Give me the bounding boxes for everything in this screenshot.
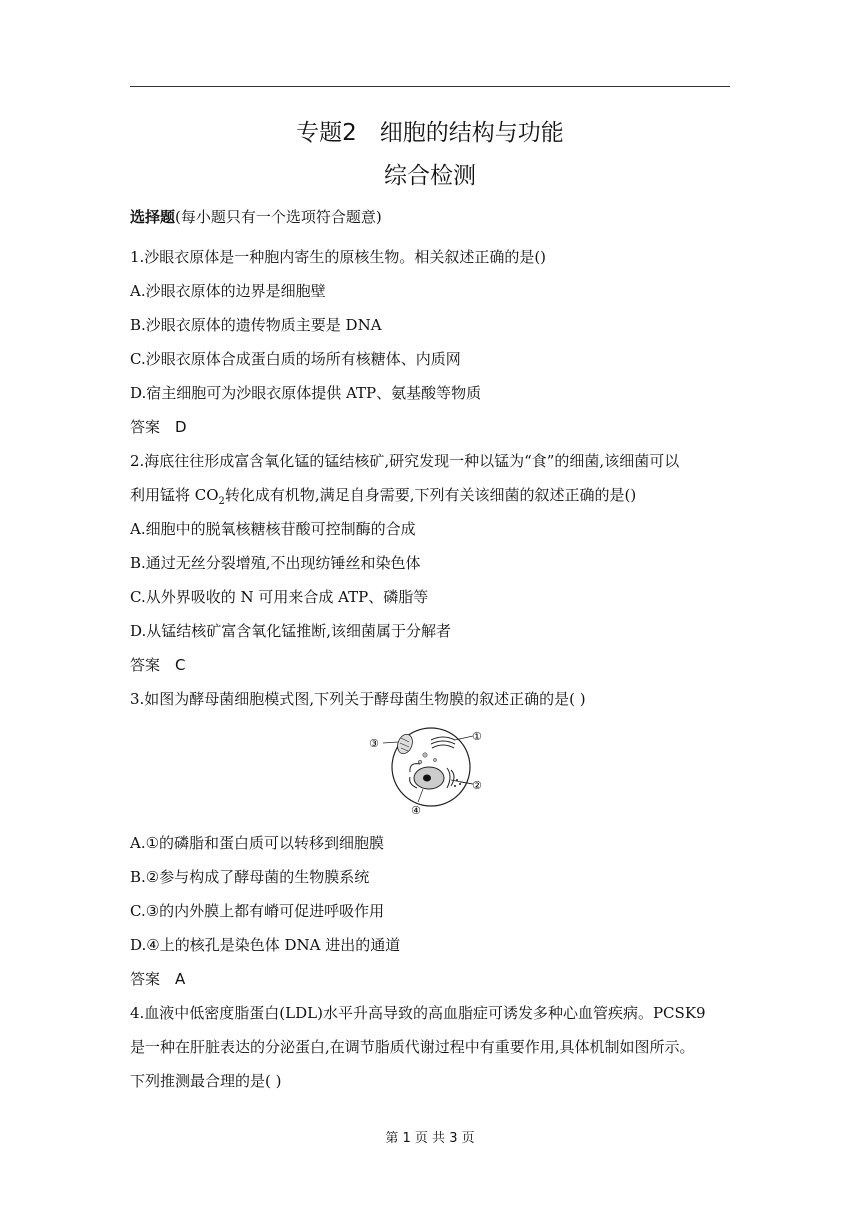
q2-option-b: B.通过无丝分裂增殖,不出现纺锤丝和染色体: [130, 554, 421, 572]
q4-stem-line2: 是一种在肝脏表达的分泌蛋白,在调节脂质代谢过程中有重要作用,具体机制如图所示。: [130, 1038, 695, 1056]
q2-stem-line1: 2.海底往往形成富含氧化锰的锰结核矿,研究发现一种以锰为“食”的细菌,该细菌可以: [130, 452, 680, 470]
q1-option-b: B.沙眼衣原体的遗传物质主要是 DNA: [130, 316, 382, 334]
q1-option-c: C.沙眼衣原体合成蛋白质的场所有核糖体、内质网: [130, 350, 461, 368]
section-heading-bold: 选择题: [130, 208, 176, 226]
label-1: ①: [472, 730, 482, 743]
q2-stem-post: 转化成有机物,满足自身需要,下列有关该细菌的叙述正确的是(): [224, 486, 637, 504]
label-4: ④: [411, 804, 421, 817]
q3-answer: 答案 A: [130, 970, 186, 988]
q1-stem: 1.沙眼衣原体是一种胞内寄生的原核生物。相关叙述正确的是(): [130, 248, 547, 266]
q1-option-d: D.宿主细胞可为沙眼衣原体提供 ATP、氨基酸等物质: [130, 384, 482, 402]
label-3: ③: [369, 737, 379, 750]
header-rule: [130, 86, 730, 87]
q2-option-a: A.细胞中的脱氧核糖核苷酸可控制酶的合成: [130, 520, 416, 538]
page-footer: 第 1 页 共 3 页: [385, 1131, 475, 1146]
q2-stem-line2: [130, 485, 740, 512]
section-heading: [130, 207, 740, 227]
page-title: 专题2 细胞的结构与功能: [296, 120, 564, 146]
q3-stem: 3.如图为酵母菌细胞模式图,下列关于酵母菌生物膜的叙述正确的是( ): [130, 690, 586, 708]
q2-option-d: D.从锰结核矿富含氧化锰推断,该细菌属于分解者: [130, 622, 452, 640]
q3-option-d: D.④上的核孔是染色体 DNA 进出的通道: [130, 936, 401, 954]
yeast-cell-diagram: [365, 722, 495, 818]
q2-answer: 答案 C: [130, 656, 186, 674]
page-subtitle: 综合检测: [384, 163, 476, 189]
q1-answer: 答案 D: [130, 418, 187, 436]
q4-stem-line1: 4.血液中低密度脂蛋白(LDL)水平升高导致的高血脂症可诱发多种心血管疾病。PCSK9: [130, 1004, 706, 1022]
label-2: ②: [472, 779, 482, 792]
q1-option-a: A.沙眼衣原体的边界是细胞壁: [130, 282, 326, 300]
q3-option-c: C.③的内外膜上都有嵴可促进呼吸作用: [130, 902, 385, 920]
q3-option-a: A.①的磷脂和蛋白质可以转移到细胞膜: [130, 834, 385, 852]
nucleolus: [423, 775, 431, 782]
q4-stem-line3: 下列推测最合理的是( ): [130, 1072, 282, 1090]
q2-stem-pre: 利用锰将 CO: [130, 486, 219, 504]
q2-stem-sub: 2: [218, 496, 225, 507]
q3-option-b: B.②参与构成了酵母菌的生物膜系统: [130, 868, 370, 886]
section-heading-note: (每小题只有一个选项符合题意): [175, 208, 382, 226]
q2-option-c: C.从外界吸收的 N 可用来合成 ATP、磷脂等: [130, 588, 429, 606]
